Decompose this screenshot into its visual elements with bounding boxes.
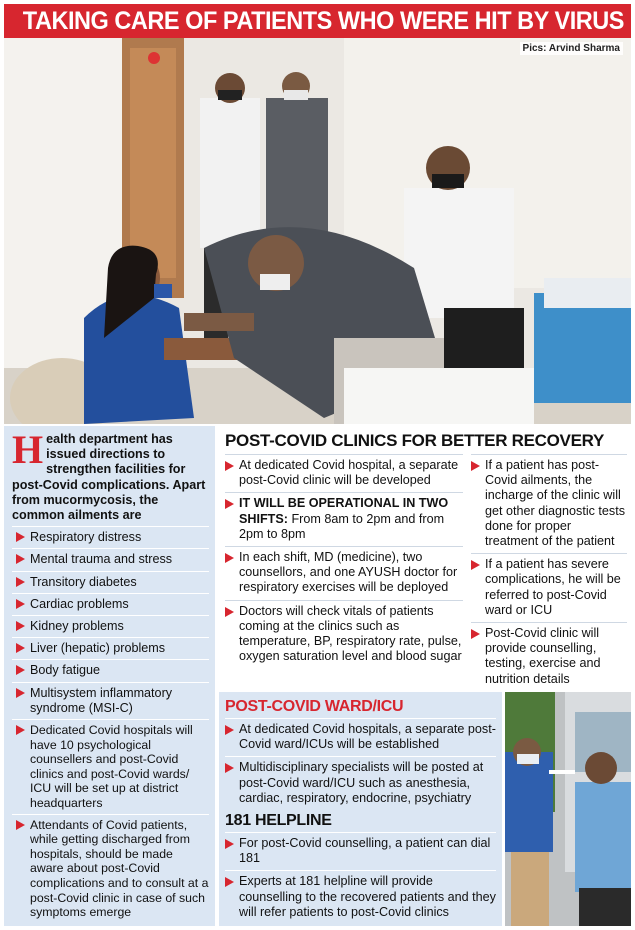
triangle-bullet-icon bbox=[471, 560, 480, 570]
swab-testing-photo bbox=[505, 692, 631, 926]
helpline-point: For post-Covid counselling, a patient can dial 181 bbox=[225, 832, 496, 870]
list-item: Cardiac problems bbox=[12, 593, 209, 615]
ward-title: POST-COVID WARD/ICU bbox=[225, 698, 404, 715]
triangle-bullet-icon bbox=[16, 554, 25, 564]
list-item: Attendants of Covid patients, while getting discharged from hospitals, should be made aware about post-Covid complications and to consult at a post-Covid clinic in case of such symptoms emerge bbox=[12, 814, 209, 923]
clinics-point: IT WILL BE OPERATIONAL IN TWO SHIFTS: From 8am to 2pm and from 2pm to 8pm bbox=[225, 492, 463, 546]
clinics-point: At dedicated Covid hospital, a separate post-Covid clinic will be developed bbox=[225, 454, 463, 492]
clinics-column-2 bbox=[471, 454, 627, 691]
ward-icu-and-helpline-section bbox=[219, 692, 502, 926]
triangle-bullet-icon bbox=[225, 877, 234, 887]
list-item: Dedicated Covid hospitals will have 10 psychological counsellers and post-Covid clinics and post-Covid wards/ ICU will be set up at district headquarters bbox=[12, 719, 209, 814]
helpline-point: Experts at 181 helpline will provide counselling to the recovered patients and they will refer patients to post-Covid clinics bbox=[225, 870, 496, 924]
dropcap: H bbox=[12, 427, 44, 472]
list-item: Multisystem inflammatory syndrome (MSI-C) bbox=[12, 682, 209, 719]
triangle-bullet-icon bbox=[16, 725, 25, 735]
triangle-bullet-icon bbox=[16, 599, 25, 609]
list-item: Body fatigue bbox=[12, 659, 209, 681]
triangle-bullet-icon bbox=[225, 763, 234, 773]
list-item: Liver (hepatic) problems bbox=[12, 637, 209, 659]
photo-credit: Pics: Arvind Sharma bbox=[520, 42, 623, 55]
ward-point: Multidisciplinary specialists will be posted at post-Covid ward/ICU such as anesthesia, cardiac, respiratory, endocrine, psychiatry bbox=[225, 756, 496, 810]
clinics-title: POST-COVID CLINICS FOR BETTER RECOVERY bbox=[225, 431, 605, 450]
triangle-bullet-icon bbox=[16, 665, 25, 675]
clinics-point: In each shift, MD (medicine), two counsellors, and one AYUSH doctor for respiratory exercises will be deployed bbox=[225, 546, 463, 600]
clinics-point: Doctors will check vitals of patients coming at the clinics such as temperature, BP, respiratory rate, pulse, oxygen saturation level and blood sugar bbox=[225, 600, 463, 669]
ailments-list bbox=[12, 526, 209, 923]
ailments-panel bbox=[4, 426, 215, 926]
vaccination-scene-illustration bbox=[4, 38, 631, 424]
headline-banner bbox=[4, 4, 631, 38]
triangle-bullet-icon bbox=[16, 577, 25, 587]
clinics-point: Post-Covid clinic will provide counselling, testing, exercise and nutrition details bbox=[471, 622, 627, 691]
main-photo-vaccination bbox=[4, 38, 631, 424]
list-item: Transitory diabetes bbox=[12, 571, 209, 593]
triangle-bullet-icon bbox=[471, 461, 480, 471]
headline: TAKING CARE OF PATIENTS WHO WERE HIT BY VIRUS bbox=[22, 7, 624, 35]
triangle-bullet-icon bbox=[225, 461, 234, 471]
helpline-title: 181 HELPLINE bbox=[225, 812, 332, 830]
list-item: Kidney problems bbox=[12, 615, 209, 637]
triangle-bullet-icon bbox=[225, 725, 234, 735]
list-item: Respiratory distress bbox=[12, 526, 209, 548]
intro-text: ealth department has issued directions to strengthen facilities for post-Covid complications. Apart from mucormycosis, the common ailments are bbox=[12, 432, 206, 523]
list-item: Mental trauma and stress bbox=[12, 548, 209, 570]
triangle-bullet-icon bbox=[225, 499, 234, 509]
post-covid-clinics-section bbox=[219, 426, 631, 688]
clinics-column-1 bbox=[225, 454, 463, 691]
triangle-bullet-icon bbox=[16, 688, 25, 698]
swab-testing-illustration bbox=[505, 692, 631, 926]
triangle-bullet-icon bbox=[225, 553, 234, 563]
triangle-bullet-icon bbox=[16, 621, 25, 631]
triangle-bullet-icon bbox=[471, 629, 480, 639]
triangle-bullet-icon bbox=[16, 532, 25, 542]
intro-paragraph bbox=[12, 427, 209, 523]
clinics-point: If a patient has severe complications, he will be referred to post-Covid ward or ICU bbox=[471, 553, 627, 622]
triangle-bullet-icon bbox=[16, 820, 25, 830]
triangle-bullet-icon bbox=[16, 643, 25, 653]
ward-point: At dedicated Covid hospitals, a separate post-Covid ward/ICUs will be established bbox=[225, 718, 496, 756]
clinics-point: If a patient has post-Covid ailments, the incharge of the clinic will get other diagnostic tests done for proper treatment of the patient bbox=[471, 454, 627, 553]
triangle-bullet-icon bbox=[225, 839, 234, 849]
triangle-bullet-icon bbox=[225, 607, 234, 617]
